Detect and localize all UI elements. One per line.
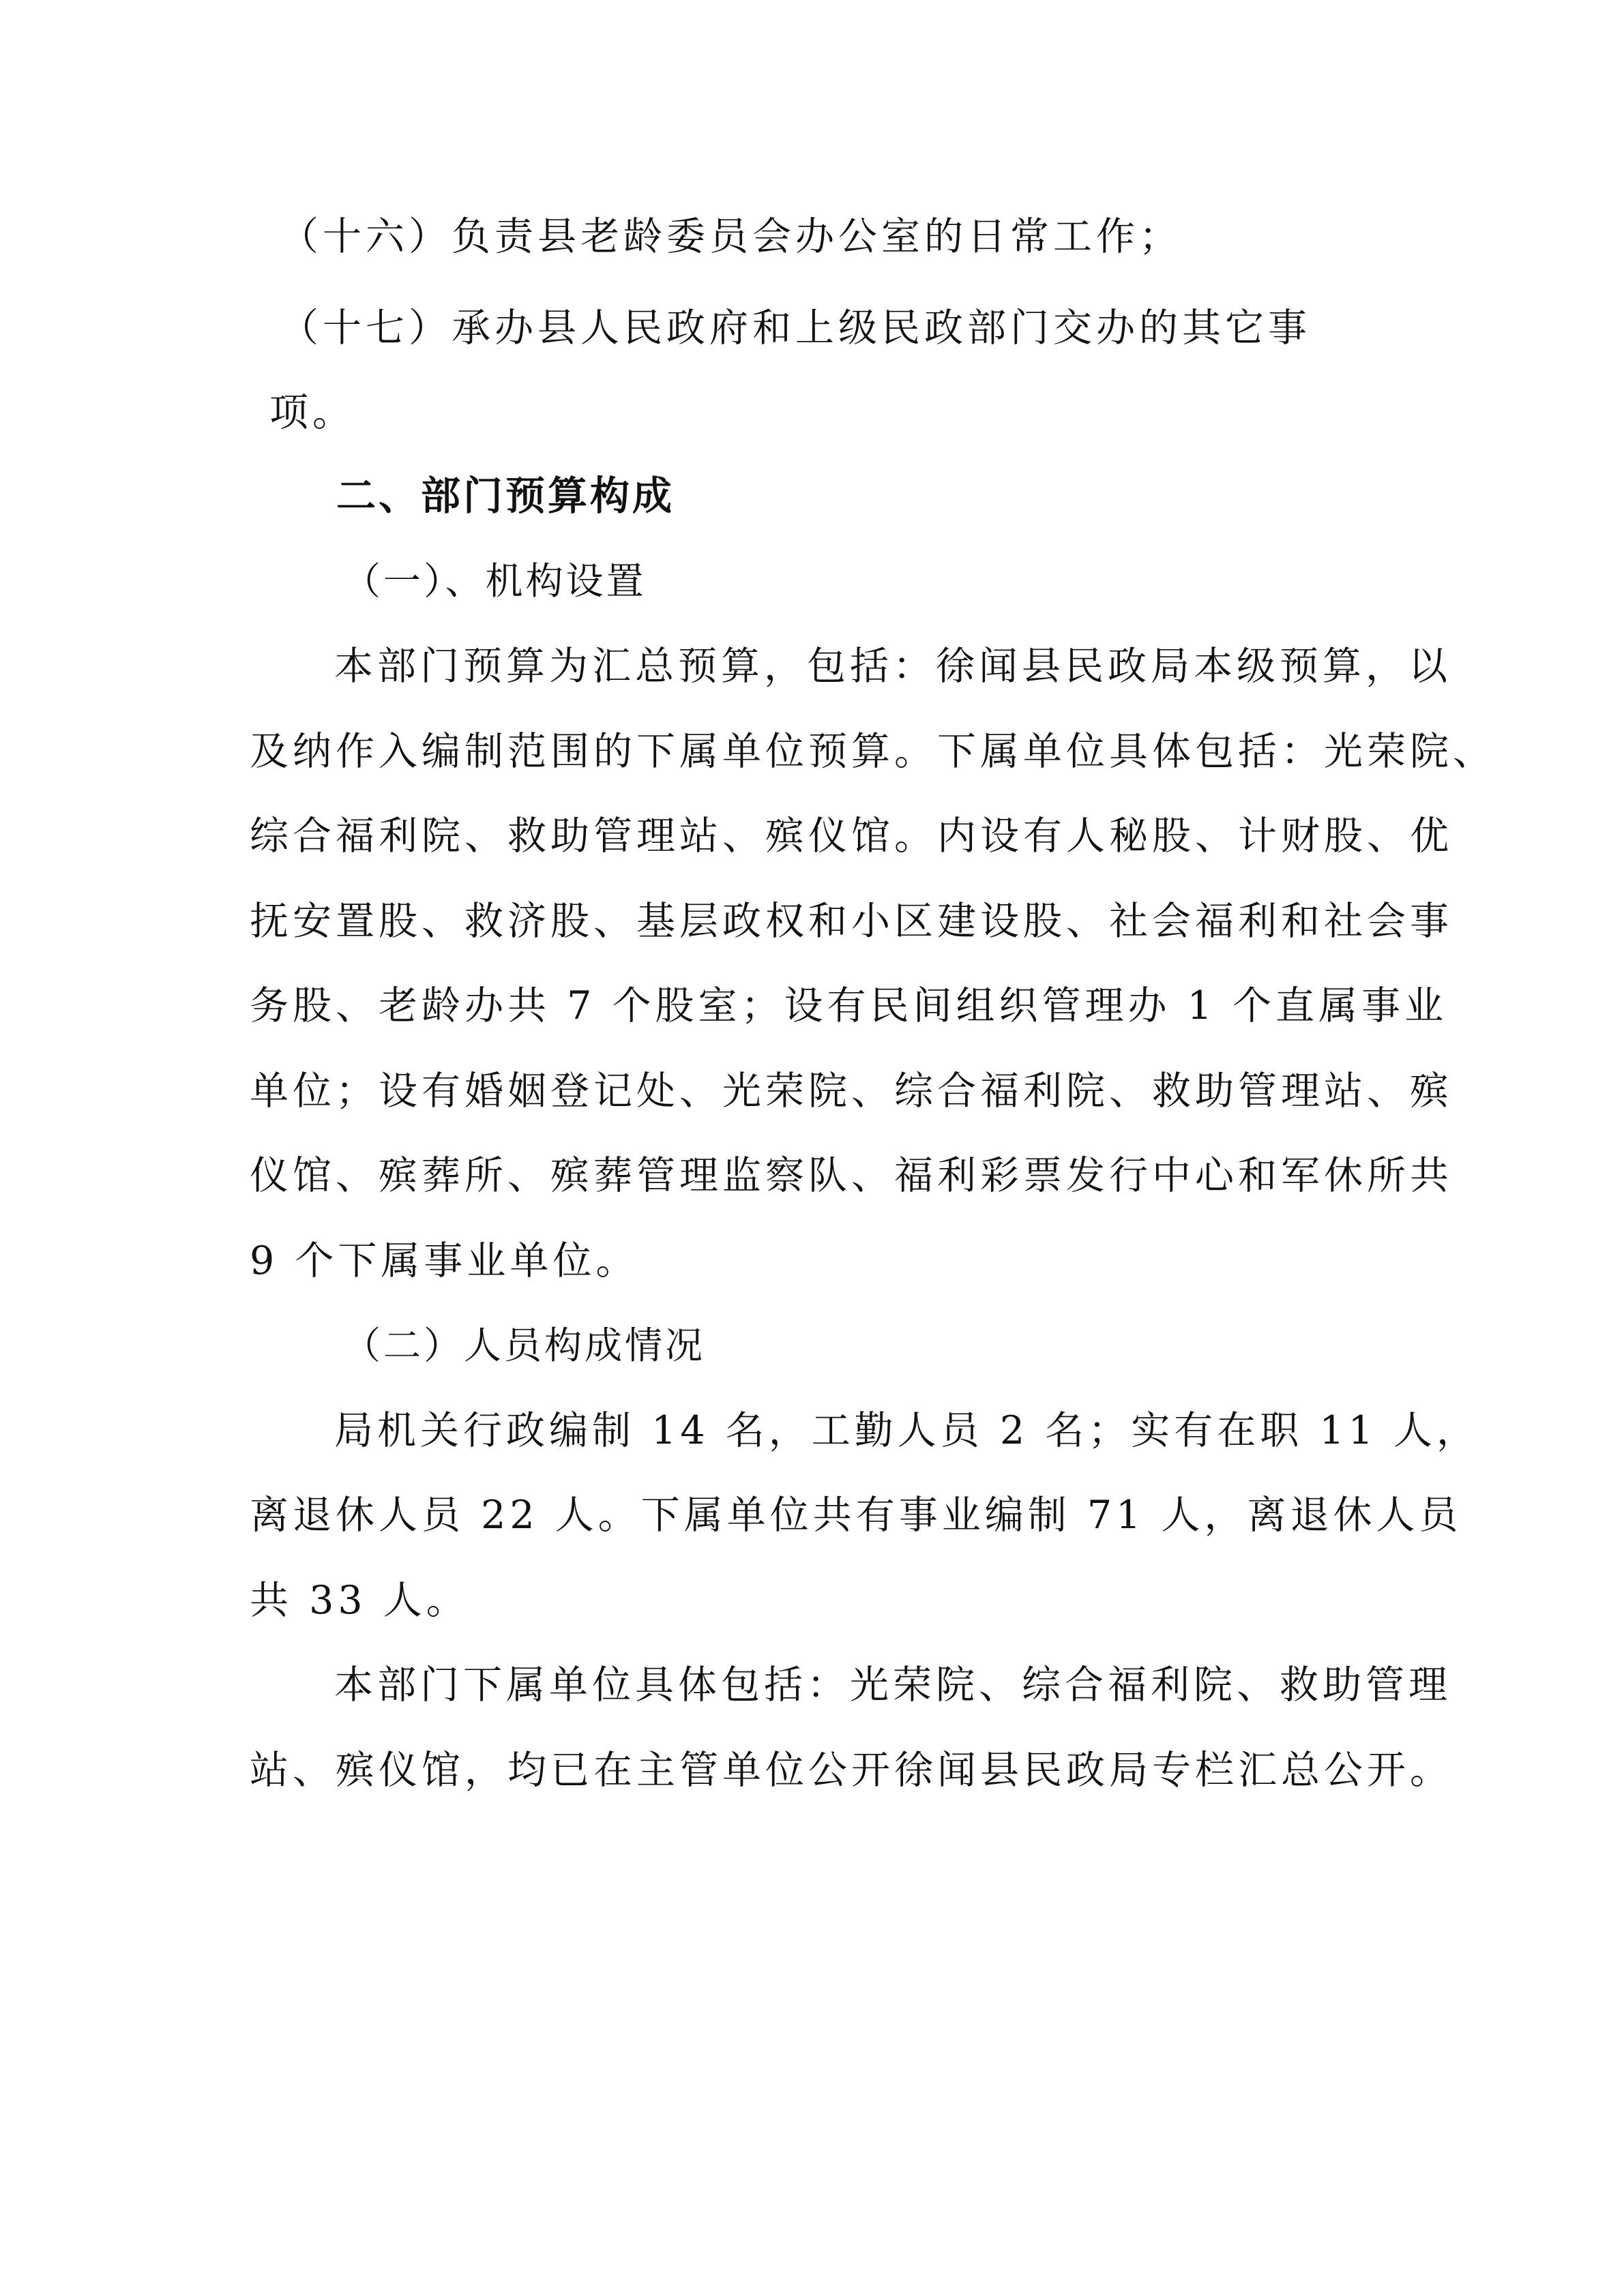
- para1-line: 9 个下属事业单位。: [250, 1238, 639, 1283]
- para1-line: 抚安置股、救济股、基层政权和小区建设股、社会福利和社会事: [250, 899, 1453, 944]
- section-heading: 二、部门预算构成: [336, 473, 675, 519]
- item-17-line-1: （十七）承办县人民政府和上级民政部门交办的其它事: [280, 305, 1311, 351]
- para3-line: 本部门下属单位具体包括：光荣院、综合福利院、救助管理: [334, 1663, 1451, 1708]
- para1-line: 仪馆、殡葬所、殡葬管理监察队、福利彩票发行中心和军休所共: [250, 1153, 1453, 1198]
- para2-line: 共 33 人。: [250, 1578, 469, 1623]
- para1-line: 务股、老龄办共 7 个股室；设有民间组织管理办 1 个直属事业: [250, 983, 1448, 1028]
- item-17-line-2: 项。: [269, 390, 355, 435]
- para1-line: 单位；设有婚姻登记处、光荣院、综合福利院、救助管理站、殡: [250, 1069, 1453, 1114]
- para1-line: 综合福利院、救助管理站、殡仪馆。内设有人秘股、计财股、优: [250, 814, 1453, 859]
- para2-line: 离退休人员 22 人。下属单位共有事业编制 71 人，离退休人员: [250, 1493, 1462, 1538]
- subsection-heading-2: （二）人员构成情况: [343, 1324, 706, 1367]
- subsection-heading-1: （一）、机构设置: [343, 559, 647, 603]
- para1-line: 本部门预算为汇总预算，包括：徐闻县民政局本级预算，以: [334, 644, 1451, 689]
- item-16-line: （十六）负责县老龄委员会办公室的日常工作；: [280, 214, 1182, 259]
- para2-line: 局机关行政编制 14 名，工勤人员 2 名；实有在职 11 人，: [334, 1408, 1480, 1453]
- para1-line: 及纳作入编制范围的下属单位预算。下属单位具体包括：光荣院、: [250, 729, 1496, 774]
- para3-line: 站、殡仪馆，均已在主管单位公开徐闻县民政局专栏汇总公开。: [250, 1748, 1453, 1793]
